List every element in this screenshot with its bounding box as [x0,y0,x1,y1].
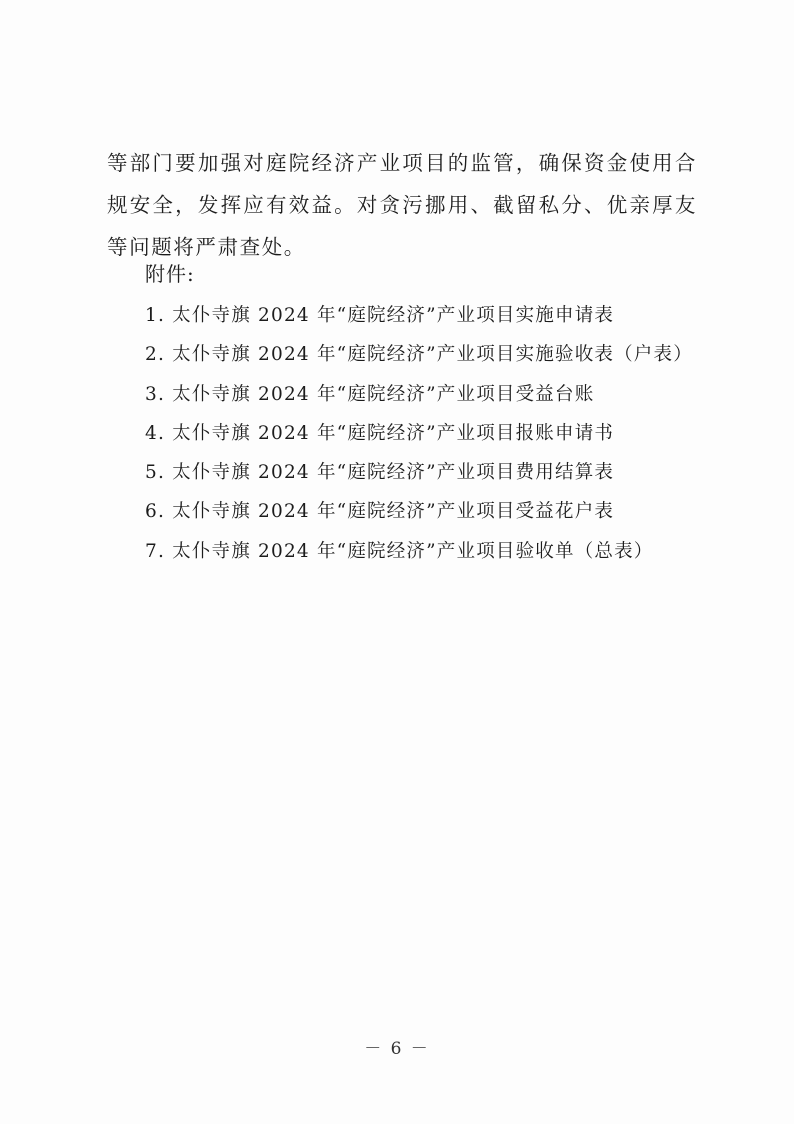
attachment-item: 1. 太仆寺旗 2024 年“庭院经济”产业项目实施申请表 [145,305,615,326]
attachment-item: 7. 太仆寺旗 2024 年“庭院经济”产业项目验收单（总表） [145,540,654,562]
attachment-item: 2. 太仆寺旗 2024 年“庭院经济”产业项目实施验收表（户表） [145,344,693,366]
attachment-item: 4. 太仆寺旗 2024 年“庭院经济”产业项目报账申请书 [145,422,615,444]
attachments-label: 附件: [145,262,195,286]
attachment-item: 3. 太仆寺旗 2024 年“庭院经济”产业项目受益台账 [145,383,595,405]
body-paragraph: 等部门要加强对庭院经济产业项目的监管，确保资金使用合规安全，发挥应有效益。对贪污挪用、截留私分、优亲厚友等问题将严肃查处。 [107,151,697,259]
attachments-list [145,296,693,571]
attachment-item: 6. 太仆寺旗 2024 年“庭院经济”产业项目受益花户表 [145,501,615,523]
attachment-item: 5. 太仆寺旗 2024 年“庭院经济”产业项目费用结算表 [145,462,615,484]
page-number: － 6 － [364,1039,430,1059]
